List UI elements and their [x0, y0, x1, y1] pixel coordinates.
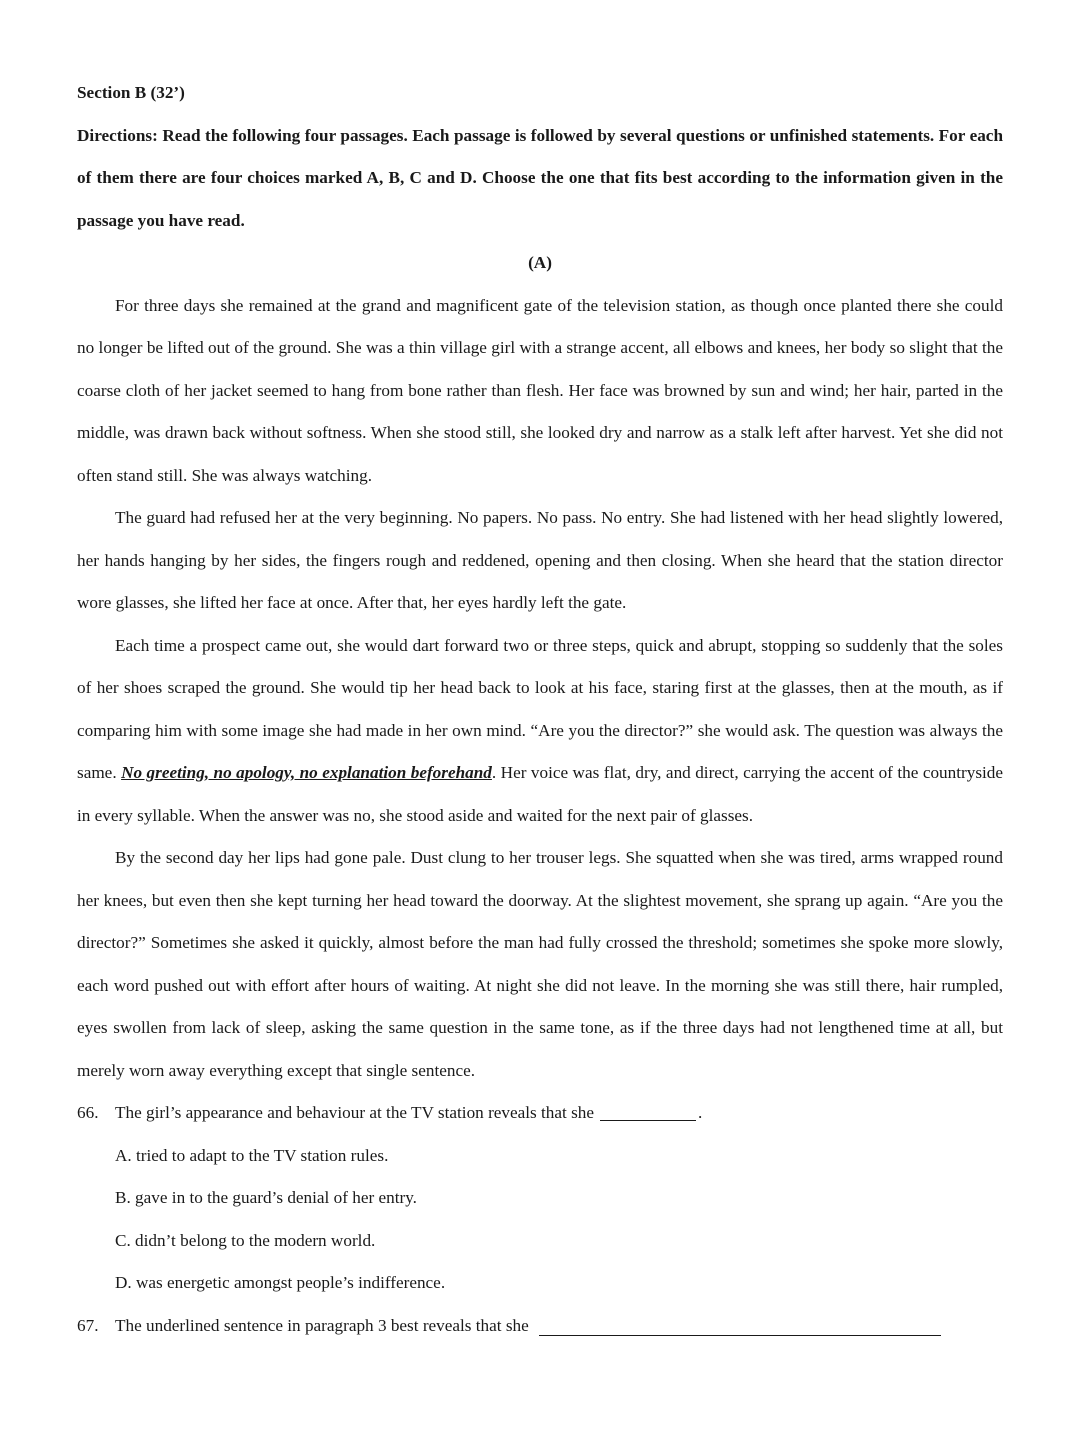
question-number: 67. [77, 1315, 99, 1335]
passage-paragraph-1: For three days she remained at the grand and magnificent gate of the television station, as though once planted there she could no longer be lifted out of the ground. She was a thin village girl with a strange accent, all elbows and knees, her body so slight that the coarse cloth of her jacket seemed to hang from bone rather than flesh. Her face was browned by sun and wind; her hair, parted in the middle, was drawn back without softness. When she stood still, she looked dry and narrow as a stalk left after harvest. Yet she did not often stand still. She was always watching. [77, 295, 1003, 485]
section-title: Section B (32’) [77, 83, 185, 102]
exam-page [77, 72, 1003, 1347]
answer-blank[interactable] [600, 1119, 696, 1121]
question-66 [77, 1092, 1003, 1135]
option-d[interactable]: D. was energetic amongst people’s indifference. [115, 1273, 446, 1292]
question-number: 66. [77, 1103, 99, 1122]
answer-blank[interactable] [539, 1334, 941, 1336]
underlined-sentence: No greeting, no apology, no explanation beforehand [121, 763, 492, 782]
passage-paragraph-3 [77, 625, 1003, 838]
option-c[interactable]: C. didn’t belong to the modern world. [115, 1230, 376, 1250]
paragraph-3-text-after: . Her voice was flat, dry, and direct, carrying the accent of the countryside in every syllable. When the answer was no, she stood aside and waited for the next pair of glasses. [77, 763, 1004, 825]
passage-paragraph-4: By the second day her lips had gone pale. Dust clung to her trouser legs. She squatted when she was tired, arms wrapped round her knees, but even then she kept turning her head toward the doorway. At the slightest movement, she sprang up again. “Are you the director?” Sometimes she asked it quickly, almost before the man had fully crossed the threshold; sometimes she spoke more slowly, each word pushed out with effort after hours of waiting. At night she did not leave. In the morning she was still there, hair rumpled, eyes swollen from lack of sleep, asking the same question in the same tone, as if the three days had not lengthened time at all, but merely worn away everything except that single sentence. [77, 848, 1003, 1080]
option-a[interactable]: A. tried to adapt to the TV station rules. [115, 1145, 389, 1165]
question-text: The underlined sentence in paragraph 3 best reveals that she [115, 1315, 529, 1335]
passage-label: (A) [528, 253, 552, 272]
question-text: The girl’s appearance and behaviour at the TV station reveals that she [115, 1103, 595, 1122]
option-b[interactable]: B. gave in to the guard’s denial of her entry. [115, 1188, 417, 1207]
paragraph-3-text-before: Each time a prospect came out, she would dart forward two or three steps, quick and abrupt, stopping so suddenly that the soles of her shoes scraped the ground. She would tip her head back to look at his face, staring first at the glasses, then at the mouth, as if comparing him with some image she had made in her own mind. “Are you the director?” she would ask. The question was always the same. [77, 635, 1003, 782]
question-end-mark: . [698, 1103, 703, 1122]
directions-text: Directions: Read the following four passages. Each passage is followed by several questions or unfinished statements. For each of them there are four choices marked A, B, C and D. Choose the one that fits best according to the information given in the passage you have read. [77, 125, 1003, 230]
question-67 [77, 1305, 1003, 1348]
passage-paragraph-2: The guard had refused her at the very beginning. No papers. No pass. No entry. She had listened with her head slightly lowered, her hands hanging by her sides, the fingers rough and reddened, opening and then closing. When she heard that the station director wore glasses, she lifted her face at once. After that, her eyes hardly left the gate. [77, 508, 1003, 612]
